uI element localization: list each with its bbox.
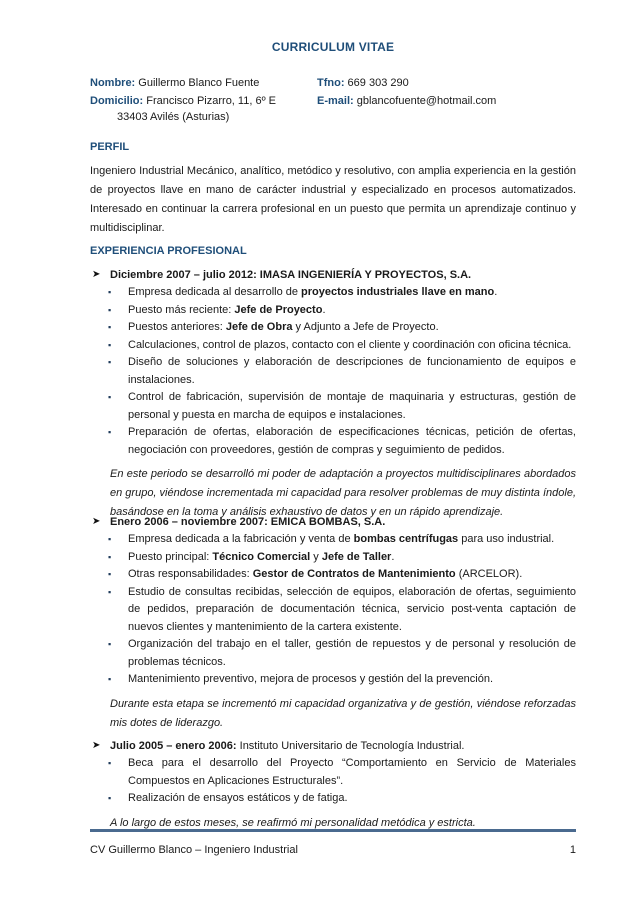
list-item: ▪ Otras responsabilidades: Gestor de Contratos de Mantenimiento (ARCELOR). <box>90 566 576 584</box>
address-value-2: 33403 Avilés (Asturias) <box>117 111 230 123</box>
profile-heading: PERFIL <box>90 141 130 153</box>
job-instituto <box>90 737 576 833</box>
list-item: ▪ Calculaciones, control de plazos, contacto con el cliente y coordinación con oficina técnica. <box>90 337 576 355</box>
job-header <box>90 266 576 284</box>
list-item: ▪ Empresa dedicada al desarrollo de proyectos industriales llave en mano. <box>90 284 576 302</box>
list-item: ▪ Empresa dedicada a la fabricación y venta de bombas centrífugas para uso industrial. <box>90 531 576 549</box>
list-item: ▪ Diseño de soluciones y elaboración de descripciones de funcionamiento de equipos e instalaciones. <box>90 354 576 389</box>
list-item: ▪ Puesto principal: Técnico Comercial y Jefe de Taller. <box>90 549 576 567</box>
phone-label: Tfno: <box>317 77 345 89</box>
arrow-bullet-icon: ➤ <box>92 516 101 527</box>
document-title: CURRICULUM VITAE <box>271 40 395 54</box>
list-item: ▪ Realización de ensayos estáticos y de fatiga. <box>90 790 576 808</box>
job-note: A lo largo de estos meses, se reafirmó mi personalidad metódica y estricta. <box>110 816 476 829</box>
list-item: ▪ Control de fabricación, supervisión de montaje de maquinaria y estructuras, gestión de personal y puesta en marcha de equipos e instalaciones. <box>90 389 576 424</box>
arrow-bullet-icon: ➤ <box>92 269 101 280</box>
profile-text: Ingeniero Industrial Mecánico, analítico, metódico y resolutivo, con amplia experiencia en la gestión de proyectos llave en mano de carácter industrial y especializado en procesos automatizados. Interesado en continuar la carrera profesional en un puesto que permita un aprendizaje continuo y multidisciplinar. <box>90 165 576 234</box>
name-label: Nombre: <box>90 77 136 89</box>
name-value: Guillermo Blanco Fuente <box>138 77 260 89</box>
job-note: En este periodo se desarrolló mi poder de adaptación a proyectos multidisciplinares abordados en grupo, viéndose incrementada mi capacidad para resolver problemas de muy distinta índole, basándose en la toma y análisis exhaustivo de datos y en un rápido aprendizaje. <box>110 468 576 518</box>
email-label: E-mail: <box>317 95 354 107</box>
email-line <box>317 93 577 109</box>
experience-heading: EXPERIENCIA PROFESIONAL <box>90 245 247 257</box>
job-bullets <box>90 531 576 689</box>
page-footer <box>90 829 576 856</box>
name-line <box>90 75 315 91</box>
list-item: ▪ Organización del trabajo en el taller, gestión de repuestos y de personal y resolución de problemas técnicos. <box>90 636 576 671</box>
job-header <box>90 737 576 755</box>
contact-right <box>317 75 577 109</box>
address-label: Domicilio: <box>90 95 144 107</box>
job-imasa <box>90 266 576 522</box>
contact-left <box>90 75 315 125</box>
job-bullets <box>90 755 576 808</box>
list-item: ▪ Puesto más reciente: Jefe de Proyecto. <box>90 302 576 320</box>
job-header-text: Enero 2006 – noviembre 2007: EMICA BOMBAS, S.A. <box>110 516 386 528</box>
list-item: ▪ Estudio de consultas recibidas, selección de equipos, elaboración de ofertas, seguimiento de pedidos, preparación de documentación técnica, servicio post-venta captación de nuevos clientes y mantenimiento de la cartera existente. <box>90 584 576 637</box>
arrow-bullet-icon: ➤ <box>92 740 101 751</box>
job-header-text: Diciembre 2007 – julio 2012: IMASA INGENIERÍA Y PROYECTOS, S.A. <box>110 269 472 281</box>
list-item: ▪ Beca para el desarrollo del Proyecto “Comportamiento en Servicio de Materiales Compuestos en Aplicaciones Estructurales”. <box>90 755 576 790</box>
list-item: ▪ Puestos anteriores: Jefe de Obra y Adjunto a Jefe de Proyecto. <box>90 319 576 337</box>
phone-line <box>317 75 577 91</box>
job-header <box>90 513 576 531</box>
job-header-date: Julio 2005 – enero 2006: <box>110 740 237 752</box>
page-number: 1 <box>569 844 576 856</box>
email-value[interactable]: gblancofuente@hotmail.com <box>356 95 497 107</box>
job-emica <box>90 513 576 733</box>
address-line <box>90 93 315 109</box>
job-note: Durante esta etapa se incrementó mi capacidad organizativa y de gestión, viéndose reforzadas mis dotes de liderazgo. <box>110 697 576 729</box>
phone-value: 669 303 290 <box>347 77 409 89</box>
address-value-1: Francisco Pizarro, 11, 6º E <box>146 95 276 107</box>
list-item: ▪ Mantenimiento preventivo, mejora de procesos y gestión del la prevención. <box>90 671 576 689</box>
job-bullets <box>90 284 576 459</box>
list-item: ▪ Preparación de ofertas, elaboración de especificaciones técnicas, petición de ofertas, negociación con proveedores, gestión de compras y seguimiento de pedidos. <box>90 424 576 459</box>
job-header-org: Instituto Universitario de Tecnología Industrial. <box>236 740 465 752</box>
footer-text: CV Guillermo Blanco – Ingeniero Industrial <box>90 844 298 856</box>
